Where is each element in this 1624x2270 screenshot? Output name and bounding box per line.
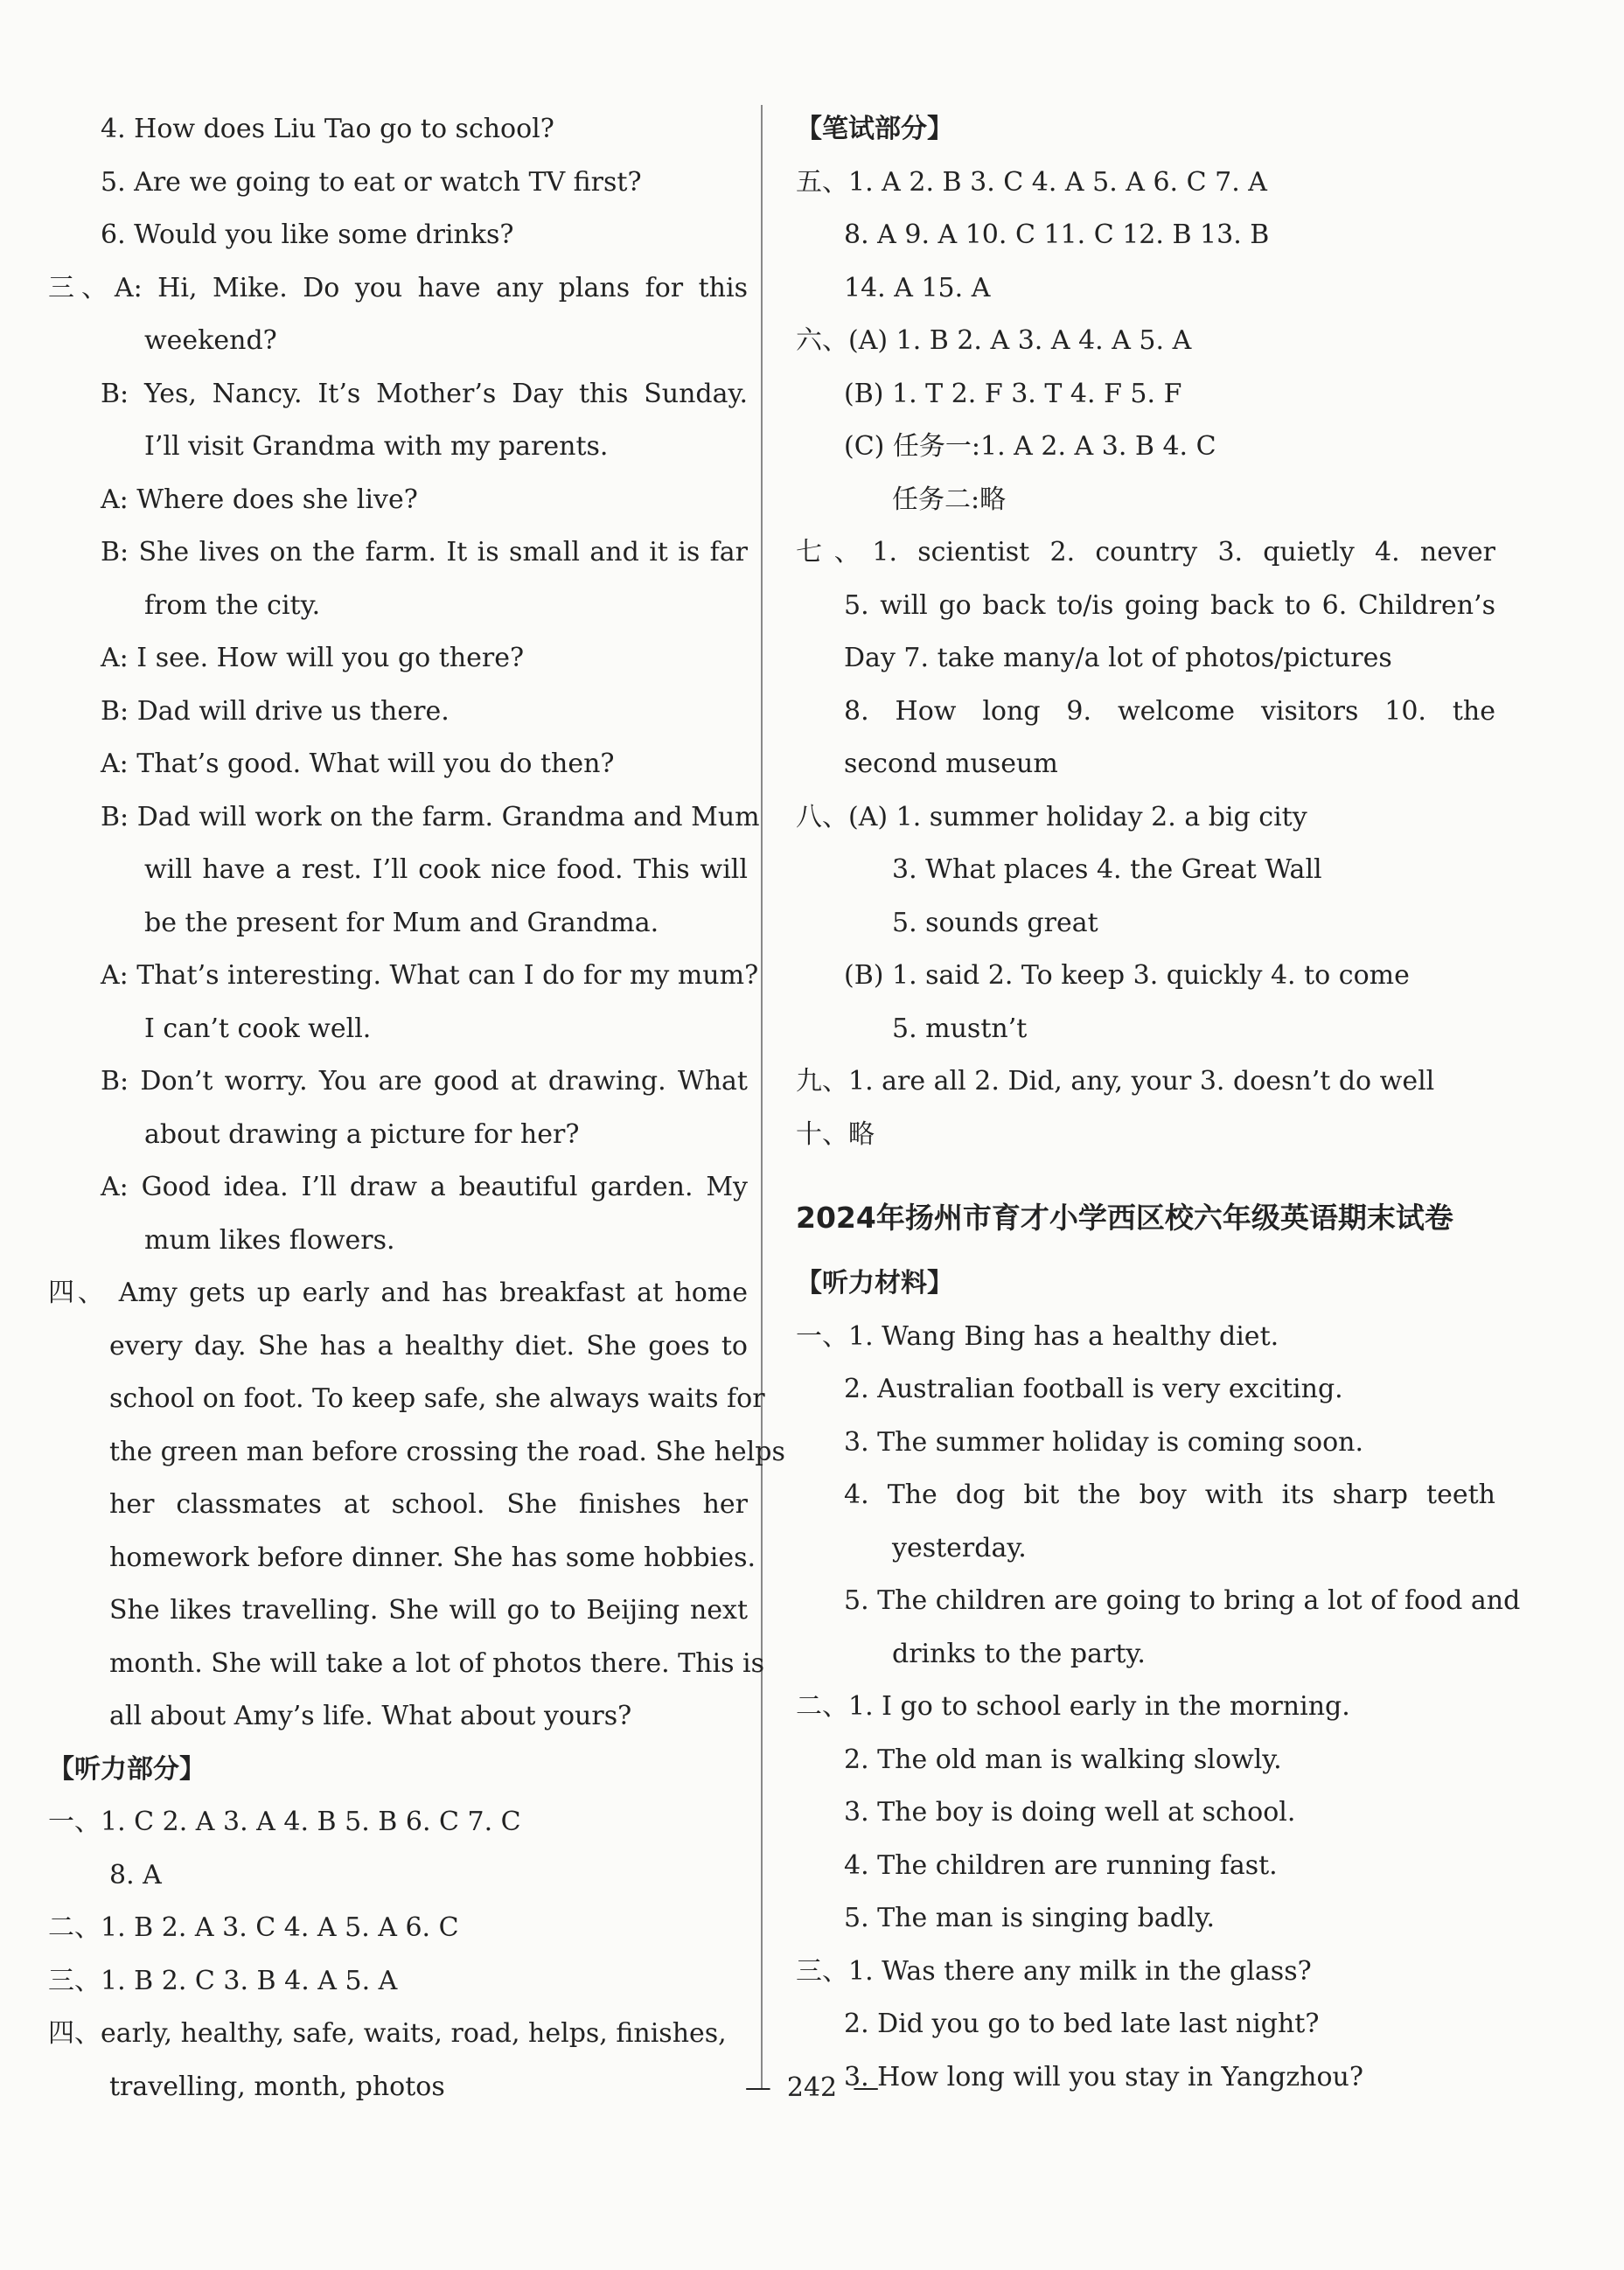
- section-heading: 【听力材料】: [796, 1268, 953, 1299]
- text-line: 三、A: Hi, Mike. Do you have any plans for this: [48, 272, 748, 303]
- answer-line: (B) 1. T 2. F 3. T 4. F 5. F: [844, 378, 1182, 409]
- section-heading: 【笔试部分】: [796, 114, 953, 144]
- text-line: A: That’s interesting. What can I do for my mum?: [101, 960, 759, 991]
- text-line: 4. How does Liu Tao go to school?: [101, 114, 554, 144]
- text-line: school on foot. To keep safe, she always waits for: [109, 1383, 765, 1414]
- right-column: [796, 103, 1521, 2104]
- answer-line: travelling, month, photos: [109, 2071, 445, 2102]
- text-line: weekend?: [144, 325, 277, 356]
- answer-line: Day 7. take many/a lot of photos/pictures: [844, 643, 1392, 673]
- answer-line: 十、略: [796, 1118, 875, 1150]
- answer-line: (C) 任务一:1. A 2. A 3. B 4. C: [844, 431, 1216, 462]
- text-line: 2. Did you go to bed late last night?: [844, 2009, 1320, 2039]
- answer-line: (B) 1. said 2. To keep 3. quickly 4. to come: [844, 960, 1410, 991]
- answer-line: 四、early, healthy, safe, waits, road, helps, finishes,: [48, 2018, 727, 2049]
- text-line: 2. The old man is walking slowly.: [844, 1744, 1282, 1775]
- answer-line: 三、1. B 2. C 3. B 4. A 5. A: [48, 1965, 398, 1996]
- text-line: drinks to the party.: [892, 1638, 1146, 1669]
- text-line: B: She lives on the farm. It is small and it is far: [101, 537, 748, 568]
- answer-line: 14. A 15. A: [844, 272, 991, 303]
- section-heading: 【听力部分】: [48, 1753, 206, 1785]
- answer-line: 二、1. B 2. A 3. C 4. A 5. A 6. C: [48, 1912, 459, 1943]
- text-line: homework before dinner. She has some hobbies.: [109, 1542, 756, 1573]
- text-line: mum likes flowers.: [144, 1224, 395, 1256]
- answer-line: 8. How long 9. welcome visitors 10. the: [844, 695, 1495, 727]
- answer-line: 8. A 9. A 10. C 11. C 12. B 13. B: [844, 219, 1270, 250]
- text-line: all about Amy’s life. What about yours?: [109, 1701, 632, 1731]
- answer-line: 八、(A) 1. summer holiday 2. a big city: [796, 801, 1307, 832]
- text-line: B: Yes, Nancy. It’s Mother’s Day this Sunday.: [101, 378, 748, 409]
- answer-line: 五、1. A 2. B 3. C 4. A 5. A 6. C 7. A: [796, 166, 1267, 198]
- text-line: from the city.: [144, 589, 321, 621]
- text-line: 4. The children are running fast.: [844, 1849, 1278, 1881]
- text-line: 3. The summer holiday is coming soon.: [844, 1426, 1364, 1458]
- answer-line: 一、1. C 2. A 3. A 4. B 5. B 6. C 7. C: [48, 1807, 521, 1837]
- text-line: 5. The children are going to bring a lot of food and: [844, 1585, 1521, 1616]
- answer-line: second museum: [844, 749, 1058, 779]
- text-line: I’ll visit Grandma with my parents.: [144, 431, 609, 462]
- page-number-footer: [0, 2072, 1624, 2103]
- answer-line: 任务二:略: [892, 484, 1007, 515]
- answer-line: 8. A: [109, 1859, 162, 1891]
- text-line: A: Good idea. I’ll draw a beautiful garden. My: [101, 1172, 748, 1202]
- answer-line: 六、(A) 1. B 2. A 3. A 4. A 5. A: [796, 325, 1192, 356]
- column-divider: [761, 105, 763, 2090]
- text-line: her classmates at school. She finishes her: [109, 1489, 748, 1520]
- text-line: 3. How long will you stay in Yangzhou?: [844, 2061, 1363, 2092]
- answer-line: 5. sounds great: [892, 907, 1098, 938]
- text-line: 四、 Amy gets up early and has breakfast at home: [48, 1278, 748, 1308]
- text-line: 一、1. Wang Bing has a healthy diet.: [796, 1320, 1279, 1352]
- text-line: B: Dad will drive us there.: [101, 695, 450, 727]
- text-line: A: Where does she live?: [101, 484, 418, 515]
- left-column: [48, 103, 785, 2113]
- answer-line: 5. will go back to/is going back to 6. Children’s: [844, 589, 1495, 621]
- text-line: I can’t cook well.: [144, 1013, 372, 1044]
- text-line: B: Dad will work on the farm. Grandma and Mum: [101, 801, 760, 832]
- text-line: B: Don’t worry. You are good at drawing. What: [101, 1066, 748, 1097]
- text-line: will have a rest. I’ll cook nice food. This will: [144, 854, 748, 885]
- answer-line: 七、1. scientist 2. country 3. quietly 4. never: [796, 537, 1495, 568]
- answer-line: 5. mustn’t: [892, 1013, 1028, 1044]
- text-line: the green man before crossing the road. She helps: [109, 1436, 785, 1467]
- text-line: A: I see. How will you go there?: [101, 643, 525, 673]
- answer-line: 九、1. are all 2. Did, any, your 3. doesn’t do well: [796, 1066, 1435, 1097]
- text-line: 6. Would you like some drinks?: [101, 219, 514, 250]
- text-line: every day. She has a healthy diet. She goes to: [109, 1330, 748, 1361]
- text-line: 5. Are we going to eat or watch TV first?: [101, 166, 642, 198]
- text-line: She likes travelling. She will go to Beijing next: [109, 1595, 748, 1626]
- text-line: 2. Australian football is very exciting.: [844, 1374, 1343, 1404]
- text-line: 4. The dog bit the boy with its sharp teeth: [844, 1480, 1495, 1510]
- text-line: 三、1. Was there any milk in the glass?: [796, 1955, 1312, 1987]
- text-line: about drawing a picture for her?: [144, 1118, 580, 1150]
- text-line: 3. The boy is doing well at school.: [844, 1797, 1296, 1828]
- answer-line: 3. What places 4. the Great Wall: [892, 854, 1322, 885]
- text-line: A: That’s good. What will you do then?: [101, 749, 615, 779]
- text-line: month. She will take a lot of photos there. This is: [109, 1647, 765, 1679]
- text-line: 二、1. I go to school early in the morning.: [796, 1691, 1350, 1722]
- exam-title: 2024年扬州市育才小学西区校六年级英语期末试卷: [796, 1201, 1453, 1235]
- text-line: 5. The man is singing badly.: [844, 1903, 1216, 1933]
- page-number: — 242 —: [729, 2072, 895, 2103]
- text-line: yesterday.: [892, 1532, 1027, 1563]
- text-line: be the present for Mum and Grandma.: [144, 907, 659, 938]
